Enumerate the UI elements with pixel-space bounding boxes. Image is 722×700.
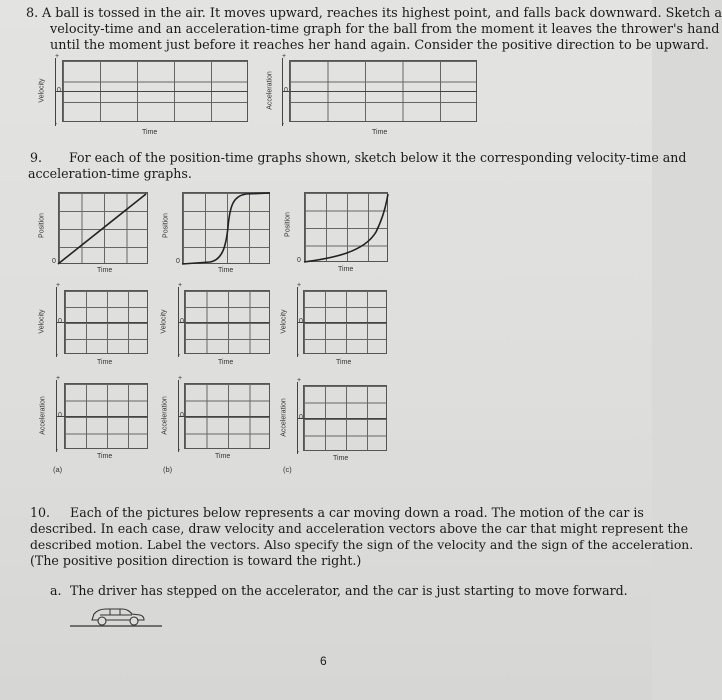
q9-acceleration-zero-line-b — [178, 416, 270, 417]
q9-acceleration-ylabel-a: Acceleration — [39, 396, 47, 435]
q9-velocity-ylabel-b: Velocity — [160, 309, 168, 334]
q9-velocity-zero-c: 0 — [299, 318, 303, 325]
q9-text-line2: acceleration-time graphs. — [28, 166, 192, 181]
q9-position-zero-c: 0 — [297, 257, 301, 264]
q9-acceleration-xlabel-b: Time — [215, 453, 231, 460]
q9-velocity-minus-b: - — [178, 352, 181, 359]
q8-velocity-y-axis — [55, 58, 56, 126]
q9-acceleration-ylabel-b: Acceleration — [161, 396, 169, 435]
q8-acceleration-zero-line — [282, 91, 477, 92]
q9-part-c-label: (c) — [283, 465, 292, 474]
q9-velocity-zero-a: 0 — [58, 318, 62, 325]
q9-acceleration-plus-c: + — [297, 377, 302, 384]
q10-text-line4: (The positive position direction is toward the right.) — [30, 553, 362, 568]
q10-text-line1: Each of the pictures below represents a car moving down a road. The motion of the car is — [70, 505, 644, 520]
q9-position-curve-b — [182, 192, 270, 264]
q10-part-a-text: The driver has stepped on the accelerator, and the car is just starting to move forward. — [70, 583, 628, 598]
q9-velocity-zero-line-b — [178, 322, 270, 323]
q9-velocity-plus-a: + — [56, 282, 61, 289]
q9-position-ylabel-b: Position — [162, 213, 170, 238]
q8-text-line1: A ball is tossed in the air. It moves upward, reaches its highest point, and falls back downward. Sketch a — [42, 6, 722, 21]
q8-acceleration-y-axis — [282, 58, 283, 126]
q10-text-line2: described. In each case, draw velocity and acceleration vectors above the car that might represent the — [30, 521, 689, 536]
q9-velocity-xlabel-b: Time — [218, 359, 234, 366]
q9-velocity-plus-c: + — [297, 282, 302, 289]
q9-acceleration-plus-b: + — [178, 375, 183, 382]
q8-acceleration-plus: + — [282, 53, 287, 60]
q9-position-zero-b: 0 — [176, 258, 180, 265]
q9-acceleration-zero-b: 0 — [180, 412, 184, 419]
q9-position-curve-c — [304, 192, 388, 262]
q9-acceleration-minus-c: - — [297, 449, 300, 456]
q9-acceleration-zero-a: 0 — [58, 412, 62, 419]
q8-number: 8. — [26, 6, 39, 21]
q8-text-line2: velocity-time and an acceleration-time graph for the ball from the moment it leaves the thrower's hand — [50, 22, 720, 37]
q9-velocity-plus-b: + — [178, 282, 183, 289]
q9-velocity-ylabel-c: Velocity — [280, 309, 288, 334]
q9-acceleration-minus-a: - — [56, 447, 59, 454]
q9-velocity-zero-b: 0 — [180, 318, 184, 325]
q10-text-line3: described motion. Label the vectors. Also specify the sign of the velocity and the sign of the acceleration. — [30, 537, 694, 552]
q8-acceleration-ylabel: Acceleration — [266, 71, 274, 110]
q8-velocity-zero: 0 — [57, 87, 61, 94]
q9-acceleration-xlabel-a: Time — [97, 453, 113, 460]
q9-part-a-label: (a) — [53, 465, 63, 474]
q9-acceleration-minus-b: - — [178, 447, 181, 454]
q9-acceleration-zero-c: 0 — [299, 414, 303, 421]
q9-position-xlabel-c: Time — [338, 266, 354, 273]
q9-velocity-zero-line-a — [56, 322, 148, 323]
q8-acceleration-minus: - — [282, 121, 285, 128]
q8-velocity-plus: + — [55, 53, 60, 60]
q8-velocity-xlabel: Time — [142, 129, 158, 136]
q9-velocity-minus-a: - — [56, 352, 59, 359]
q9-part-b-label: (b) — [163, 465, 173, 474]
q9-acceleration-plus-a: + — [56, 375, 61, 382]
q9-position-curve-a — [58, 192, 148, 264]
q9-velocity-xlabel-c: Time — [336, 359, 352, 366]
q10-number: 10. — [30, 505, 51, 520]
page-number: 6 — [320, 654, 327, 668]
q9-velocity-ylabel-a: Velocity — [38, 309, 46, 334]
q9-acceleration-ylabel-c: Acceleration — [280, 398, 288, 437]
q9-velocity-minus-c: - — [297, 352, 300, 359]
q9-position-zero-a: 0 — [52, 258, 56, 265]
q9-position-xlabel-b: Time — [218, 267, 234, 274]
q9-number: 9. — [30, 150, 43, 165]
q9-text-line1: For each of the position-time graphs shown, sketch below it the corresponding velocity-time and — [69, 150, 687, 165]
q9-acceleration-zero-line-a — [56, 416, 148, 417]
car-icon — [70, 600, 170, 630]
q10-part-a-label: a. — [50, 583, 62, 598]
q9-position-xlabel-a: Time — [97, 267, 113, 274]
q8-velocity-zero-line — [55, 91, 248, 92]
q9-velocity-xlabel-a: Time — [97, 359, 113, 366]
q8-velocity-ylabel: Velocity — [38, 78, 46, 103]
q9-position-ylabel-a: Position — [38, 213, 46, 238]
q9-acceleration-zero-line-c — [297, 418, 387, 419]
q8-text-line3: until the moment just before it reaches her hand again. Consider the positive direction to be upward. — [50, 38, 709, 53]
q8-acceleration-xlabel: Time — [372, 129, 388, 136]
q9-acceleration-xlabel-c: Time — [333, 455, 349, 462]
q9-position-ylabel-c: Position — [284, 212, 292, 237]
q9-velocity-zero-line-c — [297, 322, 387, 323]
q8-acceleration-zero: 0 — [284, 87, 288, 94]
q8-velocity-minus: - — [55, 121, 58, 128]
